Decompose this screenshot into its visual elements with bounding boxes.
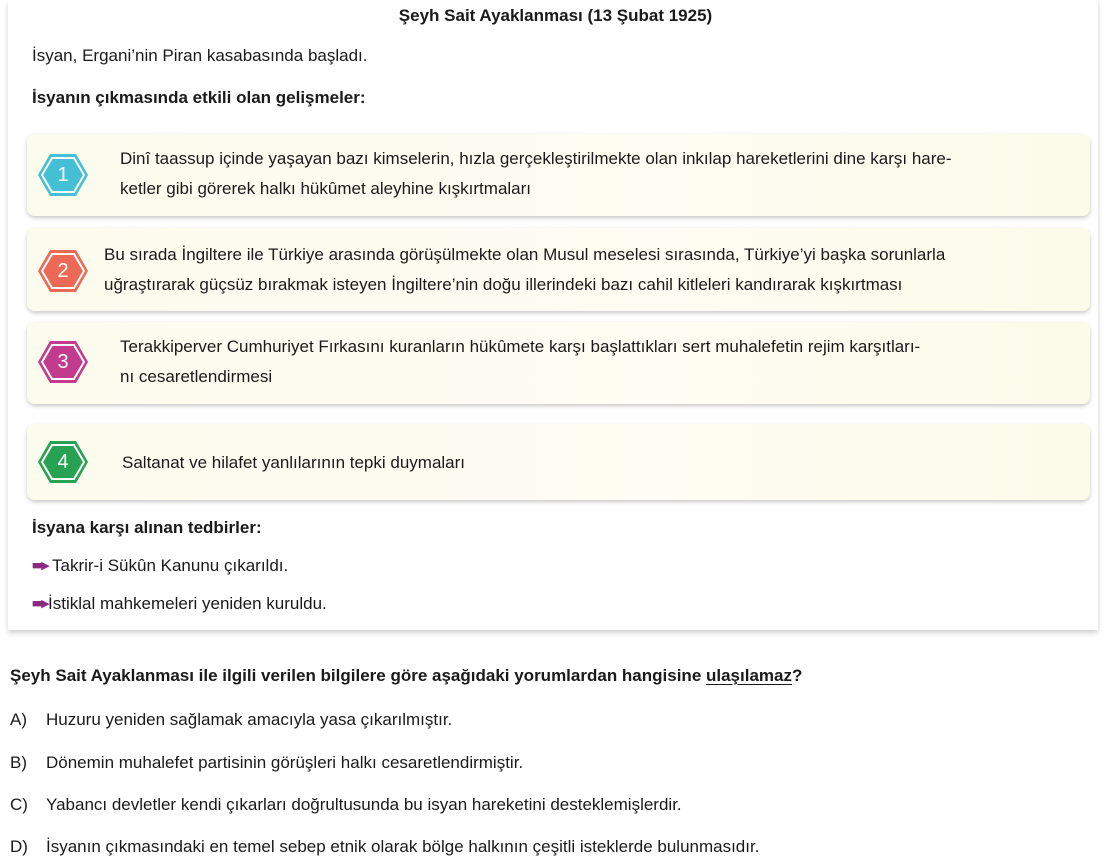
option-d[interactable] bbox=[10, 837, 759, 857]
option-text: İsyanın çıkmasındaki en temel sebep etnik olarak bölge halkının çeşitli isteklerde bulunmasıdır. bbox=[46, 837, 760, 856]
measure-text: Takrir-i Sükûn Kanunu çıkarıldı. bbox=[52, 556, 289, 575]
cause-box-4 bbox=[27, 424, 1090, 500]
question-mark: ? bbox=[792, 666, 803, 685]
number-badge-icon bbox=[37, 152, 89, 198]
badge-number: 3 bbox=[57, 351, 69, 373]
option-letter: B) bbox=[10, 753, 27, 772]
arrow-bullet-icon: ■■▶ bbox=[32, 598, 48, 610]
option-b[interactable] bbox=[10, 753, 523, 773]
cause-line: ketler gibi görerek halkı hükûmet aleyhine kışkırtmaları bbox=[120, 179, 532, 198]
cause-line: Terakkiperver Cumhuriyet Fırkasını kuranların hükûmete karşı başlattıkları sert muhalefetin rejim karşıtları- bbox=[120, 337, 921, 356]
intro-text: İsyan, Ergani’nin Piran kasabasında başladı. bbox=[32, 46, 368, 65]
number-badge-icon bbox=[37, 439, 89, 485]
cause-box-2 bbox=[27, 228, 1090, 311]
page-title: Şeyh Sait Ayaklanması (13 Şubat 1925) bbox=[398, 6, 713, 25]
measure-item-2 bbox=[32, 594, 327, 614]
cause-text bbox=[104, 240, 945, 300]
measure-item-1 bbox=[32, 556, 288, 576]
option-letter: D) bbox=[10, 837, 28, 856]
cause-line: nı cesaretlendirmesi bbox=[120, 367, 273, 386]
badge-number: 1 bbox=[57, 164, 69, 186]
option-text: Dönemin muhalefet partisinin görüşleri halkı cesaretlendirmiştir. bbox=[46, 753, 524, 772]
question-body: Şeyh Sait Ayaklanması ile ilgili verilen bilgilere göre aşağıdaki yorumlardan hangisine bbox=[10, 666, 706, 685]
cause-line: Bu sırada İngiltere ile Türkiye arasında görüşülmekte olan Musul meselesi sırasında, Türkiye’yi başka sorunlarla bbox=[104, 245, 946, 264]
number-badge-icon bbox=[37, 248, 89, 294]
cause-box-1 bbox=[27, 134, 1090, 216]
badge-number: 2 bbox=[57, 260, 69, 282]
cause-line: Dinî taassup içinde yaşayan bazı kimselerin, hızla gerçekleştirilmekte olan inkılap hareketlerini dine karşı hare- bbox=[120, 149, 952, 168]
option-text: Huzuru yeniden sağlamak amacıyla yasa çıkarılmıştır. bbox=[46, 710, 453, 729]
cause-box-3 bbox=[27, 322, 1090, 404]
option-a[interactable] bbox=[10, 710, 452, 730]
measures-heading: İsyana karşı alınan tedbirler: bbox=[32, 518, 262, 537]
arrow-bullet-icon: ■■▶ bbox=[32, 560, 48, 572]
cause-text bbox=[120, 144, 952, 204]
cause-line: Saltanat ve hilafet yanlılarının tepki duymaları bbox=[122, 453, 466, 472]
causes-heading: İsyanın çıkmasında etkili olan gelişmeler: bbox=[32, 88, 366, 107]
cause-text bbox=[122, 448, 465, 478]
cause-line: uğraştırarak güçsüz bırakmak isteyen İngiltere’nin doğu illerindeki bazı cahil kitleleri kandırarak kışkırtması bbox=[104, 275, 903, 294]
option-letter: C) bbox=[10, 795, 28, 814]
badge-number: 4 bbox=[57, 451, 69, 473]
number-badge-icon bbox=[37, 339, 89, 385]
option-text: Yabancı devletler kendi çıkarları doğrultusunda bu isyan hareketini desteklemişlerdir. bbox=[46, 795, 682, 814]
option-c[interactable] bbox=[10, 795, 682, 815]
question-emphasis: ulaşılamaz bbox=[706, 666, 792, 685]
cause-text bbox=[120, 332, 920, 392]
measure-text: İstiklal mahkemeleri yeniden kuruldu. bbox=[48, 594, 327, 613]
option-letter: A) bbox=[10, 710, 27, 729]
question-text bbox=[10, 666, 802, 686]
